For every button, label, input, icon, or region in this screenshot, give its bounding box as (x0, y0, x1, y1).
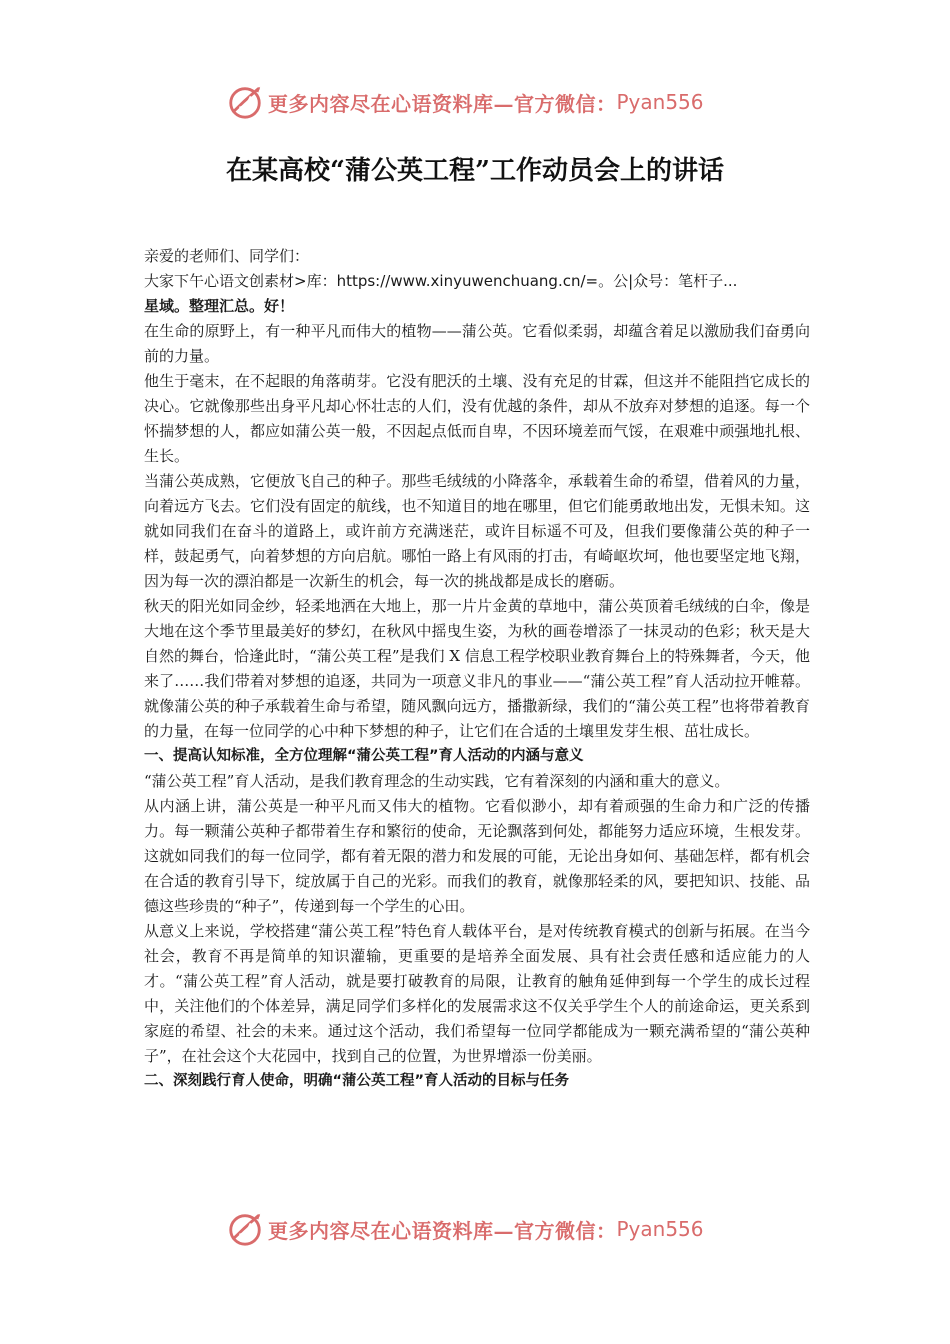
banner-text: 更多内容尽在心语资料库—官方微信： (268, 91, 617, 116)
banner-wechat-id: Pyan556 (616, 90, 704, 114)
section-heading: 一、提高认知标准，全方位理解“蒲公英工程”育人活动的内涵与意义 (144, 748, 584, 764)
section-heading: 二、深刻践行育人使命，明确“蒲公英工程”育人活动的目标与任务 (144, 1073, 570, 1089)
header-watermark-banner (226, 82, 704, 122)
paragraph: “蒲公英工程”育人活动，是我们教育理念的生动实践，它有着深刻的内涵和重大的意义。 (144, 772, 730, 790)
paragraph: 从内涵上讲，蒲公英是一种平凡而又伟大的植物。它看似渺小，却有着顽强的生命力和广泛的传播力。每一颗蒲公英种子都带着生存和繁衍的使命，无论飘落到何处，都能努力适应环境，生根发芽。这就如同我们的每一位同学，都有着无限的潜力和发展的可能，无论出身如何、基础怎样，都有机会在合适的教育引导下，绽放属于自己的光彩。而我们的教育，就像那轻柔的风，要把知识、技能、品德这些珍贵的“种子”，传递到每一个学生的心田。 (144, 797, 810, 915)
paragraph: 秋天的阳光如同金纱，轻柔地洒在大地上，那一片片金黄的草地中，蒲公英顶着毛绒绒的白伞，像是大地在这个季节里最美好的梦幻，在秋风中摇曳生姿，为秋的画卷增添了一抹灵动的色彩；秋天是大自然的舞台，恰逢此时，“蒲公英工程”是我们 X 信息工程学校职业教育舞台上的特殊舞者，今天，他来了……我们带着对梦想的追逐，共同为一项意义非凡的事业——“蒲公英工程”育人活动拉开帷幕。就像蒲公英的种子承载着生命与希望，随风飘向远方，播撒新绿，我们的“蒲公英工程”也将带着教育的力量，在每一位同学的心中种下梦想的种子，让它们在合适的土壤里发芽生根、茁壮成长。 (144, 597, 810, 740)
ad-line: 大家下午心语文创素材>库：https://www.xinyuwenchuang.cn/=。公|众号：笔杆子... (144, 272, 738, 290)
banner-wechat-id: Pyan556 (616, 1217, 704, 1241)
page-title: 在某高校“蒲公英工程”工作动员会上的讲话 (226, 156, 724, 186)
salutation: 亲爱的老师们、同学们： (144, 247, 310, 265)
paragraph: 从意义上来说，学校搭建“蒲公英工程”特色育人载体平台，是对传统教育模式的创新与拓展。在当今社会，教育不再是简单的知识灌输，更重要的是培养全面发展、具有社会责任感和适应能力的人才。“蒲公英工程”育人活动，就是要打破教育的局限，让教育的触角延伸到每一个学生的成长过程中，关注他们的个体差异，满足同学们多样化的发展需求这不仅关乎学生个人的前途命运，更关系到家庭的希望、社会的未来。通过这个活动，我们希望每一位同学都能成为一颗充满希望的“蒲公英种子”，在社会这个大花园中，找到自己的位置，为世界增添一份美丽。 (144, 922, 810, 1065)
pen-swirl-logo (226, 1210, 264, 1248)
paragraph: 他生于毫末，在不起眼的角落萌芽。它没有肥沃的土壤、没有充足的甘霖，但这并不能阻挡它成长的决心。它就像那些出身平凡却心怀壮志的人们，没有优越的条件，却从不放弃对梦想的追逐。每一个怀揣梦想的人，都应如蒲公英一般，不因起点低而自卑，不因环境差而气馁，在艰难中顽强地扎根、生长。 (144, 372, 810, 465)
paragraph: 当蒲公英成熟，它便放飞自己的种子。那些毛绒绒的小降落伞，承载着生命的希望，借着风的力量，向着远方飞去。它们没有固定的航线，也不知道目的地在哪里，但它们能勇敢地出发，无惧未知。这就如同我们在奋斗的道路上，或许前方充满迷茫，或许目标遥不可及，但我们要像蒲公英的种子一样，鼓起勇气，向着梦想的方向启航。哪怕一路上有风雨的打击，有崎岖坎坷，他也要坚定地飞翔，因为每一次的漂泊都是一次新生的机会，每一次的挑战都是成长的磨砺。 (144, 472, 810, 590)
ad-line: 星域。整理汇总。好！ (144, 297, 295, 315)
document-body (144, 244, 810, 1094)
footer-watermark-banner (226, 1209, 704, 1249)
pen-swirl-logo (226, 83, 264, 121)
banner-text: 更多内容尽在心语资料库—官方微信： (268, 1218, 617, 1243)
paragraph: 在生命的原野上，有一种平凡而伟大的植物——蒲公英。它看似柔弱，却蕴含着足以激励我们奋勇向前的力量。 (144, 322, 810, 365)
